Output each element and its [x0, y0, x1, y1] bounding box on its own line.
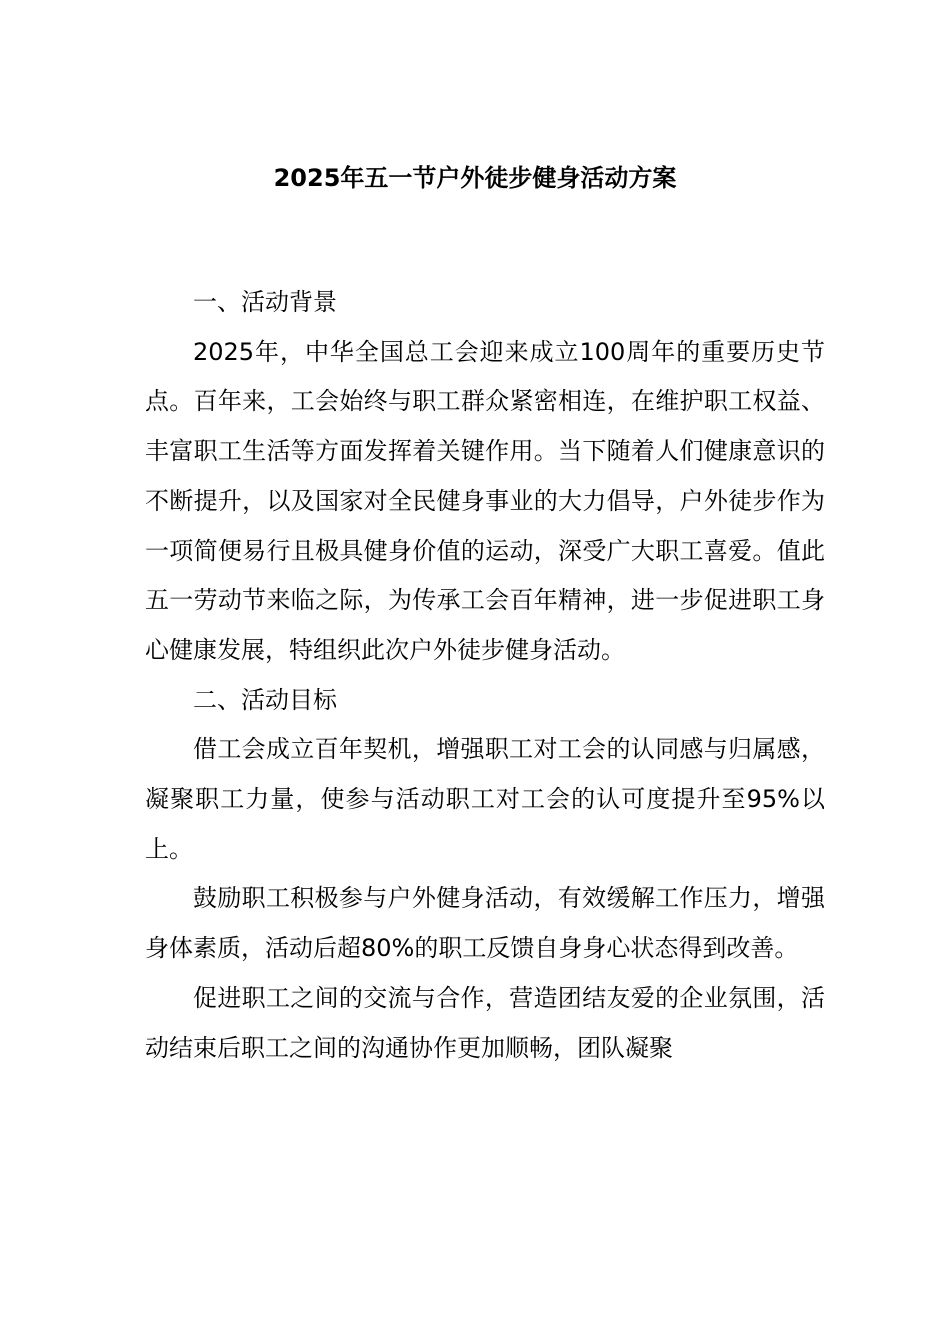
document-title: 2025年五一节户外徒步健身活动方案	[273, 164, 677, 192]
section-heading-background: 一、活动背景	[193, 288, 337, 316]
paragraph-goal-1: 借工会成立百年契机，增强职工对工会的认同感与归属感，凝聚职工力量，使参与活动职工对工会的认可度提升至95%以上。	[145, 735, 825, 863]
paragraph-goal-2: 鼓励职工积极参与户外健身活动，有效缓解工作压力，增强身体素质，活动后超80%的职工反馈自身身心状态得到改善。	[145, 884, 825, 963]
paragraph-background: 2025年，中华全国总工会迎来成立100周年的重要历史节点。百年来，工会始终与职工群众紧密相连，在维护职工权益、丰富职工生活等方面发挥着关键作用。当下随着人们健康意识的不断提升，以及国家对全民健身事业的大力倡导，户外徒步作为一项简便易行且极具健身价值的运动，深受广大职工喜爱。值此五一劳动节来临之际，为传承工会百年精神，进一步促进职工身心健康发展，特组织此次户外徒步健身活动。	[145, 337, 825, 664]
paragraph-goal-3: 促进职工之间的交流与合作，营造团结友爱的企业氛围，活动结束后职工之间的沟通协作更加顺畅，团队凝聚	[145, 983, 825, 1062]
section-heading-goals: 二、活动目标	[193, 685, 337, 714]
document-body	[145, 278, 825, 1073]
